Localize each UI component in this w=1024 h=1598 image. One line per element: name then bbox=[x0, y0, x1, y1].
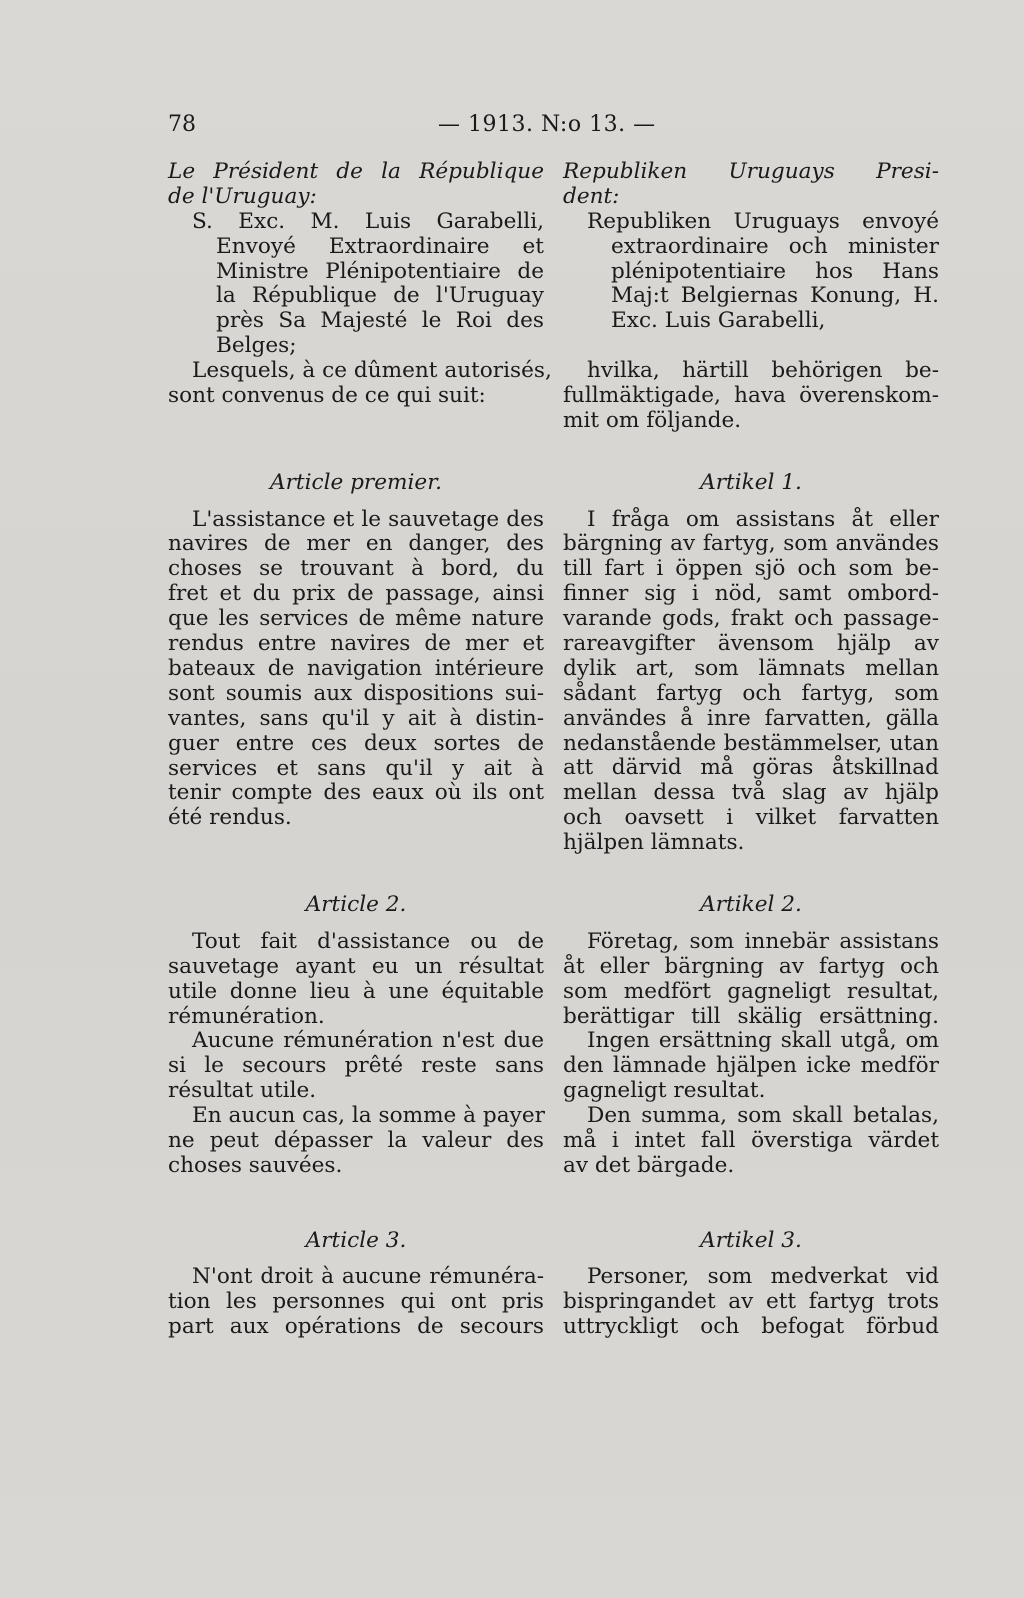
intro-title-line: de l'Uruguay: bbox=[168, 183, 317, 209]
page-header bbox=[168, 112, 938, 146]
article-1-line: att därvid må göras åtskillnad bbox=[563, 755, 939, 781]
article-1-line: fret et du prix de passage, ainsi bbox=[168, 581, 544, 607]
article-1-title: Article premier. bbox=[269, 469, 443, 495]
article-1-line: rareavgifter ävensom hjälp av bbox=[563, 631, 939, 657]
article-2-line: Tout fait d'assistance ou de bbox=[192, 928, 544, 954]
article-2-line: åt eller bärgning av fartyg och bbox=[563, 953, 939, 979]
agreed-line: fullmäktigade, hava överenskom- bbox=[563, 383, 939, 409]
article-2-line: av det bärgade. bbox=[563, 1152, 735, 1178]
envoy-line: Ministre Plénipotentiaire de bbox=[216, 258, 544, 284]
article-1-line: till fart i öppen sjö och som be- bbox=[563, 556, 939, 582]
envoy-line: Republiken Uruguays envoyé bbox=[587, 208, 939, 234]
article-2-line: Aucune rémunération n'est due bbox=[192, 1028, 544, 1054]
envoy-line: S. Exc. M. Luis Garabelli, bbox=[192, 208, 544, 234]
intro-title-line: Republiken Uruguays Presi- bbox=[563, 159, 939, 184]
envoy-line: plénipotentiaire hos Hans bbox=[611, 258, 939, 284]
article-2-line: må i intet fall överstiga värdet bbox=[563, 1127, 939, 1153]
envoy-line: la République de l'Uruguay bbox=[216, 283, 544, 309]
article-2-line: si le secours prêté reste sans bbox=[168, 1053, 544, 1079]
article-1-line: sont soumis aux dispositions sui- bbox=[168, 680, 544, 706]
agreed-line: hvilka, härtill behörigen be- bbox=[587, 358, 939, 384]
article-3-line: part aux opérations de secours bbox=[168, 1314, 544, 1340]
article-1-line: services et sans qu'il y ait à bbox=[168, 755, 544, 781]
article-1-line: varande gods, frakt och passage- bbox=[563, 606, 939, 632]
article-1-line: nedanstående bestämmelser, utan bbox=[563, 730, 939, 756]
article-1-line: guer entre ces deux sortes de bbox=[168, 730, 544, 756]
article-3-line: Personer, som medverkat vid bbox=[587, 1264, 939, 1290]
page-number: 78 bbox=[168, 112, 196, 137]
article-2-line: den lämnade hjälpen icke medför bbox=[563, 1053, 939, 1079]
french-column bbox=[168, 159, 552, 1340]
article-2-line: Den summa, som skall betalas, bbox=[587, 1103, 939, 1129]
article-1-line: finner sig i nöd, samt ombord- bbox=[563, 581, 939, 607]
article-1-line: hjälpen lämnats. bbox=[563, 830, 745, 856]
running-head: — 1913. N:o 13. — bbox=[438, 112, 656, 137]
agreed-line: mit om följande. bbox=[563, 407, 742, 433]
agreed-line: sont convenus de ce qui suit: bbox=[168, 383, 486, 409]
envoy-line: près Sa Majesté le Roi des bbox=[216, 308, 544, 334]
article-2-line: berättigar till skälig ersättning. bbox=[563, 1003, 939, 1029]
article-1-line: bateaux de navigation intérieure bbox=[168, 655, 544, 681]
article-1-line: tenir compte des eaux où ils ont bbox=[168, 780, 544, 806]
article-2-line: ne peut dépasser la valeur des bbox=[168, 1127, 544, 1153]
article-2-line: choses sauvées. bbox=[168, 1152, 343, 1178]
article-2-line: utile donne lieu à une équitable bbox=[168, 978, 544, 1004]
article-3-title: Artikel 3. bbox=[700, 1227, 802, 1253]
article-1-line: sådant fartyg och fartyg, som bbox=[563, 680, 939, 706]
article-3-line: bispringandet av ett fartyg trots bbox=[563, 1289, 939, 1315]
article-3-line: uttryckligt och befogat förbud bbox=[563, 1314, 939, 1340]
article-1-line: och oavsett i vilket farvatten bbox=[563, 805, 939, 831]
article-1-line: dylik art, som lämnats mellan bbox=[563, 655, 939, 681]
article-2-title: Article 2. bbox=[305, 891, 407, 917]
article-2-line: Ingen ersättning skall utgå, om bbox=[587, 1028, 939, 1054]
article-1-line: L'assistance et le sauvetage des bbox=[192, 506, 544, 532]
article-1-line: choses se trouvant à bord, du bbox=[168, 556, 544, 582]
envoy-line: Belges; bbox=[216, 333, 297, 359]
article-1-line: rendus entre navires de mer et bbox=[168, 631, 544, 657]
article-1-line: mellan dessa två slag av hjälp bbox=[563, 780, 939, 806]
article-3-line: N'ont droit à aucune rémunéra- bbox=[192, 1264, 544, 1290]
intro-title-line: Le Président de la République bbox=[168, 159, 544, 184]
article-1-line: navires de mer en danger, des bbox=[168, 531, 544, 557]
intro-title-line: dent: bbox=[563, 183, 620, 209]
article-1-title: Artikel 1. bbox=[700, 469, 802, 495]
article-2-line: som medfört gagneligt resultat, bbox=[563, 978, 939, 1004]
envoy-line: Envoyé Extraordinaire et bbox=[216, 233, 544, 259]
envoy-line: Maj:t Belgiernas Konung, H. bbox=[611, 283, 939, 309]
article-1-line: que les services de même nature bbox=[168, 606, 544, 632]
envoy-line: Exc. Luis Garabelli, bbox=[611, 308, 826, 334]
article-2-title: Artikel 2. bbox=[700, 891, 802, 917]
article-2-line: résultat utile. bbox=[168, 1078, 317, 1104]
article-3-title: Article 3. bbox=[305, 1227, 407, 1253]
article-1-line: été rendus. bbox=[168, 805, 292, 831]
agreed-line: Lesquels, à ce dûment autorisés, bbox=[192, 358, 552, 384]
article-2-line: En aucun cas, la somme à payer bbox=[192, 1103, 545, 1129]
article-1-line: I fråga om assistans åt eller bbox=[587, 506, 939, 532]
envoy-line: extraordinaire och minister bbox=[611, 233, 939, 259]
swedish-column bbox=[563, 160, 939, 1340]
article-1-line: bärgning av fartyg, som användes bbox=[563, 531, 939, 557]
article-2-line: sauvetage ayant eu un résultat bbox=[168, 953, 544, 979]
article-2-line: gagneligt resultat. bbox=[563, 1078, 766, 1104]
article-3-line: tion les personnes qui ont pris bbox=[168, 1289, 544, 1315]
article-2-line: rémunération. bbox=[168, 1003, 325, 1029]
article-1-line: användes å inre farvatten, gälla bbox=[563, 705, 939, 731]
article-1-line: vantes, sans qu'il y ait à distin- bbox=[168, 705, 544, 731]
article-2-line: Företag, som innebär assistans bbox=[587, 928, 939, 954]
